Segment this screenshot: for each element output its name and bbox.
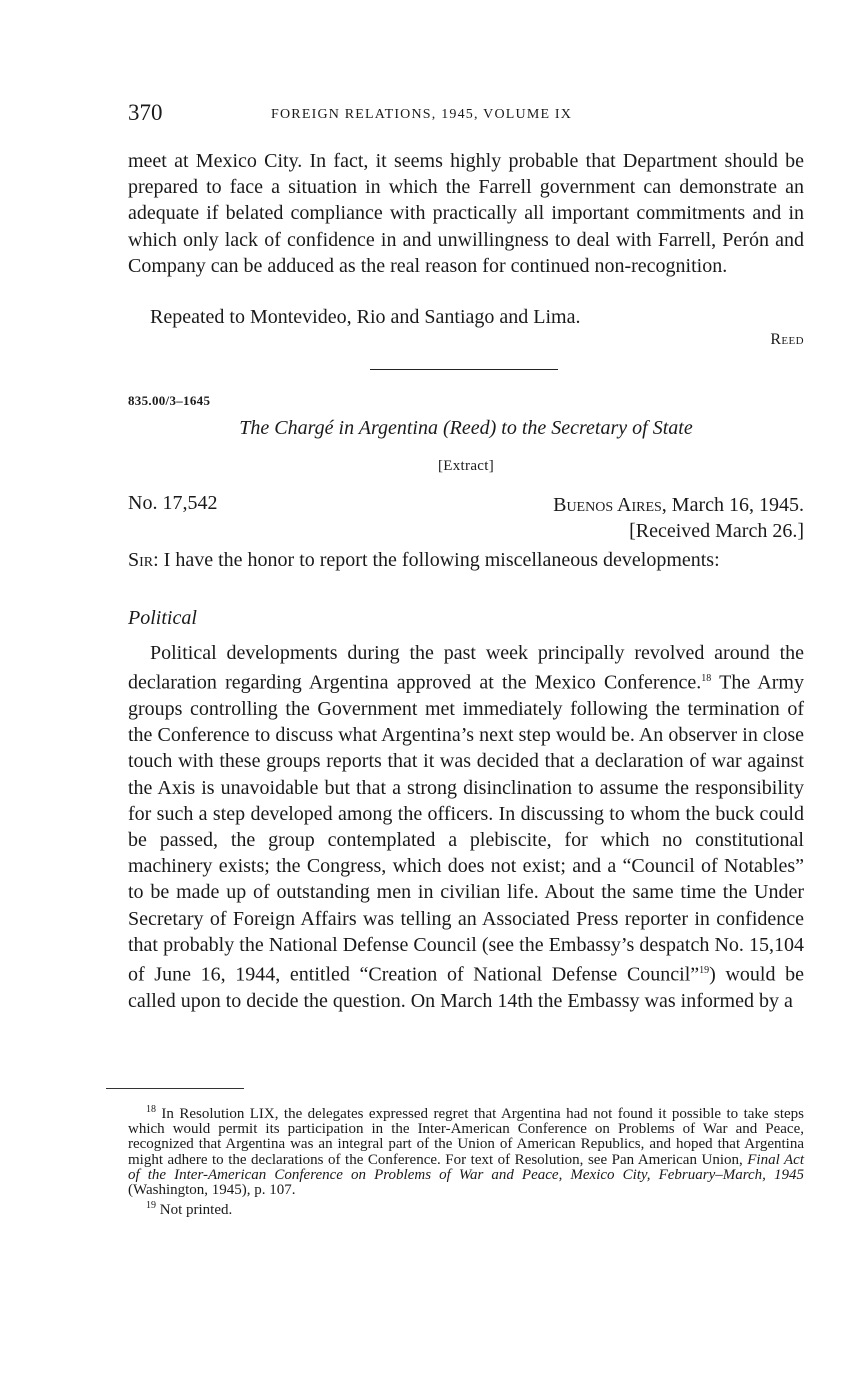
footnote-18-marker: 18	[146, 1104, 156, 1115]
dateline-date: , March 16, 1945.	[661, 494, 804, 516]
footnote-19-text: Not printed.	[156, 1202, 233, 1219]
footnote-18-end: (Washington, 1945), p. 107.	[128, 1182, 296, 1199]
footnote-18-text: In Resolution LIX, the delegates expressed regret that Argentina had not found it possible to take steps which would permit its participation in the Inter-American Conference on Problems of War and Peace, recognized that Argentina was an integral part of the Union of American Republics, and hoped that Argentina might adhere to the declarations of the Conference. For text of Resolution, see Pan American Union,	[128, 1106, 804, 1168]
footnotes	[128, 1102, 804, 1218]
dateline-place: Buenos Aires	[553, 494, 662, 516]
salutation-paragraph	[128, 547, 804, 573]
running-title: FOREIGN RELATIONS, 1945, VOLUME IX	[271, 107, 573, 122]
footnote-ref-19[interactable]: 19	[699, 965, 710, 977]
running-header	[128, 100, 804, 132]
footnote-ref-18[interactable]: 18	[701, 673, 712, 685]
page-number: 370	[128, 100, 163, 125]
section-title: Political	[128, 607, 197, 629]
dateline	[553, 492, 804, 544]
file-number: 835.00/3–1645	[128, 393, 211, 408]
received-note: [Received March 26.]	[629, 520, 804, 542]
footnote-18-title: Final Act of the Inter-American Conference on Problems of War and Peace, Mexico City, February–March, 1945	[128, 1151, 805, 1183]
body-text-part3: ) would be called upon to decide the question. On March 14th the Embassy was informed by a	[128, 963, 804, 1012]
repeated-line: Repeated to Montevideo, Rio and Santiago and Lima.	[150, 306, 581, 328]
despatch-number: No. 17,542	[128, 492, 218, 514]
body-text-part1: Political developments during the past week principally revolved around the declaration regarding Argentina approved at the Mexico Conference.	[128, 642, 804, 694]
body-paragraph	[128, 640, 804, 1014]
footnote-19-marker: 19	[146, 1200, 156, 1212]
signature: Reed	[770, 331, 804, 348]
continuation-paragraph: meet at Mexico City. In fact, it seems highly probable that Department should be prepared to face a situation in which the Farrell government can demonstrate an adequate if belated compliance with practically all important commitments and in which only lack of confidence in and unwillingness to deal with Farrell, Perón and Company can be adduced as the real reason for continued non-recognition.	[128, 150, 804, 277]
document-heading: The Chargé in Argentina (Reed) to the Secretary of State	[239, 417, 693, 439]
extract-label: [Extract]	[438, 458, 494, 474]
opening-text: : I have the honor to report the following miscellaneous developments:	[153, 549, 720, 571]
footnote-rule	[106, 1088, 244, 1089]
body-text-part2: The Army groups controlling the Government met immediately following the termination of the Conference to discuss what Argentina’s next step would be. An observer in close touch with these groups reports that it was decided that a declaration of war against the Axis is unavoidable but that a strong disinclination to assume the responsibility for such a step developed among the officers. In discussing to whom the buck could be passed, the group contemplated a plebiscite, for which no constitutional machinery exists; the Congress, which does not exist; and a “Council of Notables” to be made up of outstanding men in civilian life. About the same time the Under Secretary of Foreign Affairs was telling an Associated Press reporter in confidence that probably the National Defense Council (see the Embassy’s despatch No. 15,104 of June 16, 1944, entitled “Creation of National Defense Council”	[128, 671, 804, 986]
salutation: Sir	[128, 549, 154, 571]
section-divider	[370, 369, 558, 370]
footnote-18	[128, 1102, 804, 1198]
footnote-19	[128, 1198, 804, 1218]
